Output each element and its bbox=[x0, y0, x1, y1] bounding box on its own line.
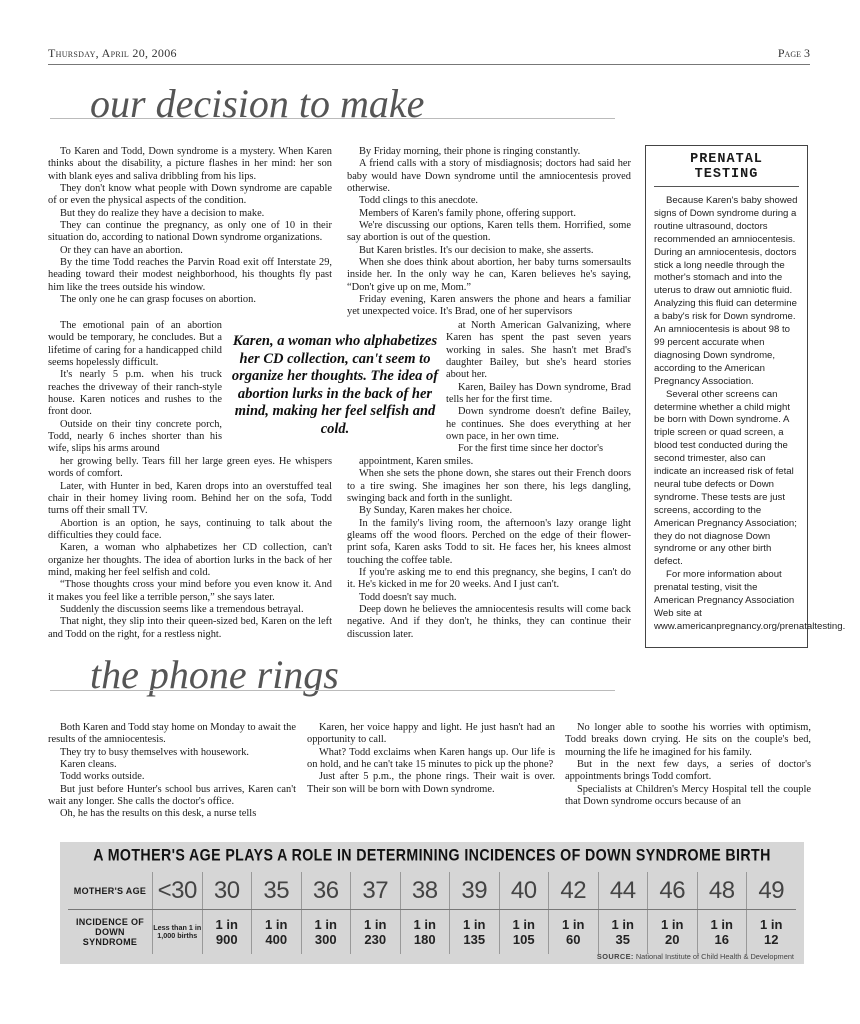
paragraph: For more information about prenatal testing, visit the American Pregnancy Association Web site at www.americanpregnancy.org/prenataltesting. bbox=[654, 569, 846, 632]
issue-date: Thursday, April 20, 2006 bbox=[48, 46, 177, 60]
age-cells bbox=[152, 872, 796, 909]
paragraph: Karen, Bailey has Down syndrome, Brad tells her for the first time. bbox=[446, 381, 631, 406]
paragraph: Just after 5 p.m., the phone rings. Their wait is over. Their son will be born with Down syndrome. bbox=[307, 771, 555, 795]
incidence-value: 400 bbox=[265, 932, 288, 947]
age-row bbox=[68, 872, 796, 910]
paragraph: “Those thoughts cross your mind before you even know it. And it makes you feel like a terrible person,” she says later. bbox=[48, 579, 332, 603]
paragraph: her growing belly. Tears fill her large green eyes. He whispers words of comfort. bbox=[48, 456, 332, 480]
incidence-value: 180 bbox=[413, 932, 436, 947]
paragraph: Members of Karen's family phone, offering support. bbox=[359, 207, 576, 219]
paragraph: Specialists at Children's Mercy Hospital tell the couple that Down syndrome occurs because of an bbox=[565, 783, 811, 808]
incidence-ratio-label: 1 in bbox=[463, 917, 486, 932]
paragraph: For the first time since her doctor's bbox=[458, 443, 603, 455]
paragraph: In the family's living room, the afternoon's lazy orange light gleams off the wood floors. Perched on the edge of their flower-print sofa, Karen asks Todd to sit. He faces her, his knees almost touching the coffee table. bbox=[347, 517, 631, 566]
incidence-ratio-label: 1 in bbox=[215, 917, 238, 932]
paragraph: Todd clings to this anecdote. bbox=[359, 195, 479, 207]
paragraph: When she sets the phone down, she stares out their French doors to a tire swing. She imagines her son there, his legs dangling, swinging back and forth in the sunlight. bbox=[347, 468, 631, 505]
age-cell: 46 bbox=[647, 872, 697, 909]
incidence-cells bbox=[152, 910, 796, 954]
incidence-ratio-label: 1 in bbox=[710, 917, 733, 932]
incidence-value: 105 bbox=[512, 932, 535, 947]
paragraph: Later, with Hunter in bed, Karen drops into an overstuffed teal chair in their homey living room. Behind her on the sofa, Todd turns off their small TV. bbox=[48, 480, 332, 517]
incidence-cell bbox=[746, 910, 796, 954]
paragraph: That night, they slip into their queen-sized bed, Karen on the left and Todd on the right, for a restless night. bbox=[48, 616, 332, 640]
paragraph: But in the next few days, a series of doctor's appointments brings Todd comfort. bbox=[565, 759, 811, 783]
prenatal-testing-sidebar bbox=[645, 145, 846, 648]
paragraph: It's nearly 5 p.m. when his truck reaches the driveway of their ranch-style house. Karen notices and rushes to the front door. bbox=[48, 369, 222, 418]
age-cell: 35 bbox=[251, 872, 301, 909]
incidence-cell bbox=[251, 910, 301, 954]
paragraph: Karen cleans. bbox=[60, 759, 117, 771]
paragraph: Both Karen and Todd stay home on Monday to await the results of the amniocentesis. bbox=[48, 722, 296, 746]
incidence-ratio-label: 1 in bbox=[265, 917, 288, 932]
incidence-row-label: INCIDENCE OF DOWN SYNDROME bbox=[75, 917, 145, 947]
paragraph: By Sunday, Karen makes her choice. bbox=[359, 505, 513, 517]
paragraph: If you're asking me to end this pregnancy, she begins, I can't do it. He's kicked in me for 20 weeks. And I just can't. bbox=[347, 567, 631, 591]
incidence-cell bbox=[202, 910, 252, 954]
paragraph: What? Todd exclaims when Karen hangs up. Our life is on hold, and he can't take 15 minutes to pick up the phone? bbox=[307, 746, 555, 771]
pull-quote: Karen, a woman who alphabetizes her CD collection, can't seem to organize her thoughts. The idea of abortion lurks in the back of her mind, making her feel selfish and cold. bbox=[231, 333, 439, 437]
section-title-rule-2 bbox=[50, 690, 615, 691]
paragraph: Todd doesn't say much. bbox=[359, 591, 457, 603]
incidence-cell bbox=[152, 910, 202, 954]
incidence-value: 135 bbox=[463, 932, 486, 947]
age-cell: 36 bbox=[301, 872, 351, 909]
incidence-value: 900 bbox=[215, 932, 238, 947]
incidence-value: 16 bbox=[714, 932, 729, 947]
incidence-value: 35 bbox=[615, 932, 630, 947]
paragraph: Todd works outside. bbox=[60, 771, 145, 783]
incidence-ratio-label: 1 in bbox=[364, 917, 387, 932]
paragraph: Several other screens can determine whether a child might be born with Down syndrome. A triple screen or quad screen, a blood test conducted during the second trimester, also can indicate an increased risk of fetal neural tube defects or Down syndrome. These tests are just screens, according to the American Pregnancy Association; they do not diagnose Down syndrome or any other birth defect. bbox=[654, 388, 797, 568]
paragraph: A friend calls with a story of misdiagnosis; doctors had said her baby would have Down syndrome until the amniocentesis proved otherwise. bbox=[347, 158, 631, 195]
incidence-table bbox=[60, 842, 804, 964]
paragraph: But just before Hunter's school bus arrives, Karen can't wait any longer. She calls the doctor's office. bbox=[48, 783, 296, 808]
paragraph: appointment, Karen smiles. bbox=[359, 456, 474, 467]
age-cell: 30 bbox=[202, 872, 252, 909]
incidence-value: 20 bbox=[665, 932, 680, 947]
incidence-cell bbox=[697, 910, 747, 954]
article-column-1a bbox=[48, 146, 332, 306]
article-column-2a bbox=[347, 146, 631, 319]
paragraph: To Karen and Todd, Down syndrome is a mystery. When Karen thinks about the disability, a picture flashes in her mind: her son with blank eyes and saliva dribbling from his lips. bbox=[48, 146, 332, 182]
paragraph: They try to busy themselves with housework. bbox=[60, 746, 250, 758]
section-title-phone: the phone rings bbox=[90, 652, 339, 697]
paragraph: But Karen bristles. It's our decision to make, she asserts. bbox=[359, 244, 594, 256]
paragraph: Suddenly the discussion seems like a tremendous betrayal. bbox=[60, 604, 304, 616]
incidence-cell bbox=[499, 910, 549, 954]
incidence-cell bbox=[647, 910, 697, 954]
paragraph: Karen, her voice happy and light. He just hasn't had an opportunity to call. bbox=[307, 722, 555, 746]
page-number: Page 3 bbox=[777, 46, 810, 60]
table-source bbox=[597, 952, 794, 961]
incidence-value: 12 bbox=[764, 932, 779, 947]
paragraph: By the time Todd reaches the Parvin Road exit off Interstate 29, heading toward their modest neighborhood, his thoughts fly past him like the trees outside his window. bbox=[48, 257, 332, 293]
incidence-cell bbox=[350, 910, 400, 954]
incidence-cell bbox=[400, 910, 450, 954]
source-label: SOURCE: bbox=[596, 952, 634, 961]
header-rule bbox=[48, 64, 810, 65]
paragraph: Oh, he has the results on this desk, a nurse tells bbox=[60, 808, 257, 820]
sidebar-body bbox=[654, 195, 846, 634]
incidence-value: 300 bbox=[314, 932, 337, 947]
paragraph: No longer able to soothe his worries with optimism, Todd breaks down crying. He sits on the couple's bed, mourning the life he imagined for his family. bbox=[565, 722, 811, 758]
paragraph: By Friday morning, their phone is ringing constantly. bbox=[359, 146, 581, 157]
table-title: A MOTHER'S AGE PLAYS A ROLE IN DETERMINING INCIDENCES OF DOWN SYNDROME BIRTH bbox=[93, 846, 771, 866]
paragraph: Down syndrome doesn't define Bailey, he continues. She does everything at her own pace, in her own time. bbox=[446, 406, 631, 443]
sidebar-title: PRENATAL TESTING bbox=[654, 152, 799, 187]
incidence-ratio-label: Less than 1 in 1,000 births bbox=[153, 923, 202, 940]
incidence-ratio-label: 1 in bbox=[314, 917, 337, 932]
section-title-rule bbox=[50, 118, 615, 119]
paragraph: Deep down he believes the amniocentesis results will come back negative. And if they don't, he thinks, they can continue their discussion later. bbox=[347, 604, 631, 640]
incidence-ratio-label: 1 in bbox=[512, 917, 535, 932]
incidence-value: 60 bbox=[566, 932, 581, 947]
age-cell: 37 bbox=[350, 872, 400, 909]
paragraph: They don't know what people with Down syndrome are capable of or even the physical aspects of the condition. bbox=[48, 183, 332, 207]
incidence-ratio-label: 1 in bbox=[611, 917, 634, 932]
age-row-label: MOTHER'S AGE bbox=[73, 885, 147, 896]
paragraph: But they do realize they have a decision to make. bbox=[60, 207, 265, 219]
table-grid bbox=[68, 872, 796, 954]
article-column-1-wrap bbox=[48, 320, 222, 456]
paragraph: The only one he can grasp focuses on abortion. bbox=[60, 294, 256, 306]
incidence-row bbox=[68, 910, 796, 954]
age-cell: 38 bbox=[400, 872, 450, 909]
section-title-decision: our decision to make bbox=[90, 81, 425, 126]
article-column-2b bbox=[347, 456, 631, 641]
age-cell: 39 bbox=[449, 872, 499, 909]
paragraph: Abortion is an option, he says, continuing to talk about the difficulties they could face. bbox=[48, 517, 332, 542]
age-cell: 44 bbox=[598, 872, 648, 909]
incidence-cell bbox=[449, 910, 499, 954]
article-column-1b bbox=[48, 456, 332, 641]
age-cell: 48 bbox=[697, 872, 747, 909]
incidence-ratio-label: 1 in bbox=[413, 917, 436, 932]
age-cell: 49 bbox=[746, 872, 796, 909]
paragraph: We're discussing our options, Karen tells them. Horrified, some say abortion is out of the question. bbox=[347, 220, 631, 244]
paragraph: They can continue the pregnancy, as only one of 10 in their situation do, according to national Down syndrome organizations. bbox=[48, 220, 332, 244]
incidence-cell bbox=[301, 910, 351, 954]
incidence-cell bbox=[548, 910, 598, 954]
paragraph: Or they can have an abortion. bbox=[60, 244, 183, 256]
article-column-2-wrap bbox=[446, 320, 631, 456]
age-cell: 42 bbox=[548, 872, 598, 909]
incidence-value: 230 bbox=[364, 932, 387, 947]
paragraph: Because Karen's baby showed signs of Down syndrome during a routine ultrasound, doctors recommended an amniocentesis. During an amniocentesis, doctors stick a long needle through the mother's stomach and into the uterus to draw out amniotic fluid. Analyzing this fluid can determine a baby's risk for Down syndrome. An amniocentesis is about 98 to 99 percent accurate when diagnosing Down syndrome, according to the American Pregnancy Association. bbox=[654, 195, 798, 387]
article-column-3 bbox=[48, 722, 296, 821]
article-column-4 bbox=[307, 722, 555, 796]
paragraph: Karen, a woman who alphabetizes her CD collection, can't organize her thoughts. The idea of abortion lurks in the back of her mind, making her feel selfish and cold. bbox=[48, 542, 332, 579]
paragraph: The emotional pain of an abortion would be temporary, he concludes. But a lifetime of caring for a handicapped child seems hopelessly difficult. bbox=[48, 320, 222, 369]
paragraph: Friday evening, Karen answers the phone and hears a familiar yet unexpected voice. It's Brad, one of her supervisors bbox=[347, 294, 631, 318]
paragraph: at North American Galvanizing, where Karen has spent the past seven years working in sales. She hasn't met Brad's daughter Bailey, but she's heard stories about her. bbox=[446, 320, 631, 381]
age-cell: 40 bbox=[499, 872, 549, 909]
paragraph: When she does think about abortion, her baby turns somersaults inside her. In the only way he can, Karen believes he's saying, “Don't give up on me, Mom.” bbox=[347, 257, 631, 293]
paragraph: Outside on their tiny concrete porch, Todd, nearly 6 inches shorter than his wife, slips his arms around bbox=[48, 418, 222, 455]
article-column-5 bbox=[565, 722, 811, 808]
source-text: National Institute of Child Health & Development bbox=[635, 952, 794, 961]
incidence-ratio-label: 1 in bbox=[760, 917, 783, 932]
age-cell: <30 bbox=[152, 872, 202, 909]
incidence-ratio-label: 1 in bbox=[562, 917, 585, 932]
incidence-cell bbox=[598, 910, 648, 954]
incidence-ratio-label: 1 in bbox=[661, 917, 684, 932]
